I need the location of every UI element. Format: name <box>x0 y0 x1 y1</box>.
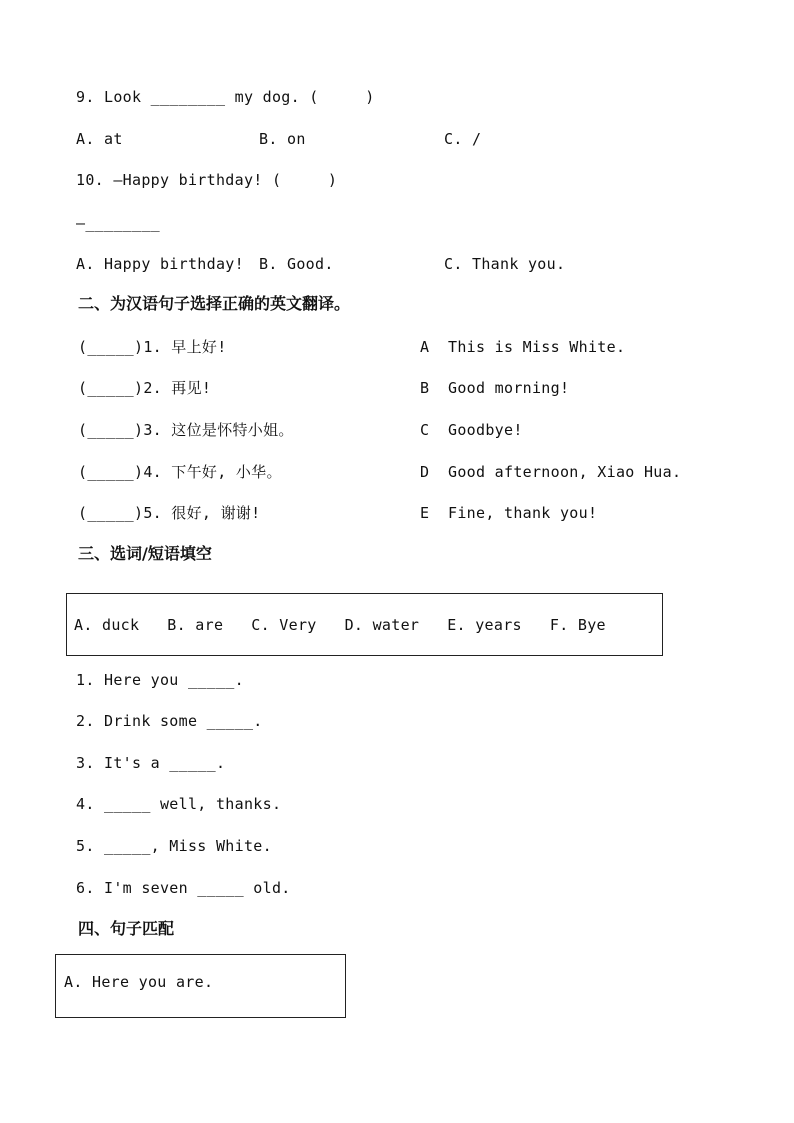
question-9-option-a: A. at <box>76 130 123 148</box>
word-bank-text: A. duck B. are C. Very D. water E. years F. Bye <box>74 616 606 634</box>
question-10-answer-line: —________ <box>76 214 160 232</box>
section-2-item-2-chinese: (_____)2. 再见! <box>78 379 212 397</box>
word-bank-box <box>66 593 663 656</box>
section-3-heading: 三、选词/短语填空 <box>78 544 212 563</box>
section-2-heading: 二、为汉语句子选择正确的英文翻译。 <box>78 294 351 313</box>
section-3-item-3: 3. It's a _____. <box>76 754 226 772</box>
section-2-item-5-chinese: (_____)5. 很好, 谢谢! <box>78 504 261 522</box>
section-2-item-5-english: Fine, thank you! <box>448 504 598 522</box>
sentence-match-box <box>55 954 346 1018</box>
section-3-item-1: 1. Here you _____. <box>76 671 244 689</box>
question-9-stem: 9. Look ________ my dog. ( ) <box>76 88 375 106</box>
sentence-match-text: A. Here you are. <box>64 973 214 991</box>
section-2-item-1-chinese: (_____)1. 早上好! <box>78 338 227 356</box>
section-2-item-4-english: Good afternoon, Xiao Hua. <box>448 463 682 481</box>
question-9-option-c: C. / <box>444 130 482 148</box>
section-2-item-3-english: Goodbye! <box>448 421 523 439</box>
section-2-item-1-letter: A <box>420 338 430 356</box>
question-10-stem: 10. —Happy birthday! ( ) <box>76 171 338 189</box>
section-4-heading: 四、句子匹配 <box>78 919 175 938</box>
question-10-option-a: A. Happy birthday! <box>76 255 244 273</box>
section-2-item-4-letter: D <box>420 463 430 481</box>
question-10-option-c: C. Thank you. <box>444 255 566 273</box>
section-2-item-1-english: This is Miss White. <box>448 338 626 356</box>
section-2-item-5-letter: E <box>420 504 430 522</box>
section-2-item-3-chinese: (_____)3. 这位是怀特小姐。 <box>78 421 294 439</box>
section-3-item-4: 4. _____ well, thanks. <box>76 795 282 813</box>
section-3-item-6: 6. I'm seven _____ old. <box>76 879 291 897</box>
section-2-item-2-letter: B <box>420 379 430 397</box>
question-9-option-b: B. on <box>259 130 306 148</box>
section-2-item-2-english: Good morning! <box>448 379 570 397</box>
section-3-item-5: 5. _____, Miss White. <box>76 837 272 855</box>
question-10-option-b: B. Good. <box>259 255 334 273</box>
section-2-item-4-chinese: (_____)4. 下午好, 小华。 <box>78 463 282 481</box>
section-3-item-2: 2. Drink some _____. <box>76 712 263 730</box>
section-2-item-3-letter: C <box>420 421 430 439</box>
